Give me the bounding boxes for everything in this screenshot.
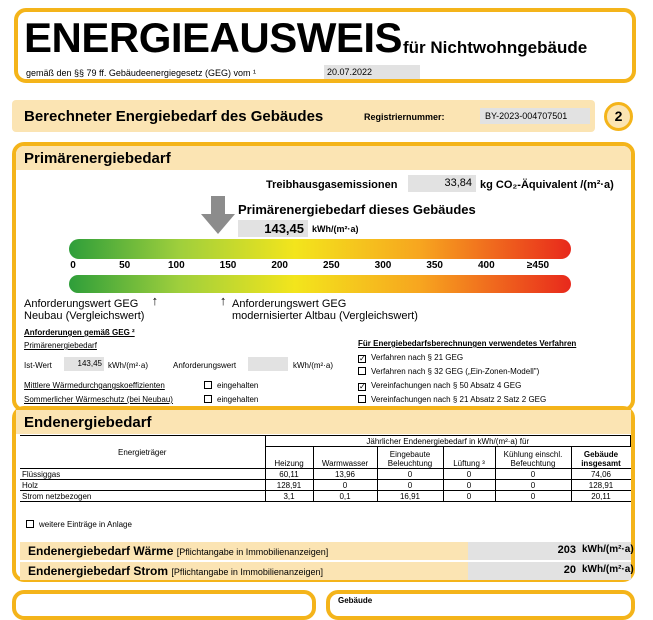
table-cell: 128,91 [265, 480, 313, 491]
table-cell: 0 [495, 469, 571, 480]
anf-unit: kWh/(m²·a) [293, 361, 333, 370]
summer-checkbox-row[interactable] [204, 395, 258, 404]
more-entries-label: weitere Einträge in Anlage [39, 520, 132, 529]
ist-value-field: 143,45 [64, 357, 104, 371]
primary-energy-frame [12, 142, 635, 412]
demand-label: Primärenergiebedarf dieses Gebäudes [238, 202, 476, 217]
column-header: Lüftung ³ [443, 447, 495, 469]
registration-label: Registriernummer: [364, 112, 445, 122]
page-number-badge: 2 [604, 102, 633, 131]
power-label: Endenergiebedarf Strom [28, 564, 169, 578]
tick-label: 50 [119, 260, 131, 271]
law-text: gemäß den §§ 79 ff. Gebäudeenergiegesetz (GEG) vom ¹ [26, 68, 256, 78]
heat-note: [Pflichtangabe in Immobilienanzeigen] [176, 547, 329, 557]
ist-label: Ist-Wert [24, 361, 52, 370]
summer-checkbox[interactable] [204, 395, 212, 403]
carrier-name: Holz [20, 480, 265, 491]
method-label: Vereinfachungen nach § 21 Absatz 2 Satz 2 GEG [371, 395, 547, 404]
scale-ticks [16, 260, 631, 274]
bottom-left-frame [12, 590, 316, 620]
method-checkbox[interactable]: ✓ [359, 382, 366, 391]
power-note: [Pflichtangabe in Immobilienanzeigen] [171, 567, 323, 577]
method-checkbox[interactable]: ✓ [359, 354, 366, 363]
end-energy-table [20, 435, 631, 502]
table-cell: 0 [443, 480, 495, 491]
table-cell: 16,91 [377, 491, 443, 502]
req-old-label-2: modernisierter Altbau (Vergleichswert) [232, 310, 418, 322]
end-title: Endenergiebedarf [24, 414, 152, 431]
tick-label: 0 [70, 260, 76, 271]
carrier-name: Flüssiggas [20, 469, 265, 480]
demand-value-field: 143,45 [238, 220, 308, 237]
ghg-value-field: 33,84 [408, 175, 476, 192]
end-energy-frame [12, 406, 635, 582]
table-cell: 0 [443, 491, 495, 502]
table-cell: 0 [377, 469, 443, 480]
req-new-arrow-icon: ↑ [151, 293, 159, 308]
table-cell: 60,11 [265, 469, 313, 480]
more-entries-checkbox[interactable] [26, 520, 34, 528]
method-item[interactable] [358, 367, 539, 376]
requirements-title: Anforderungen gemäß GEG ² [24, 328, 135, 337]
method-checkbox[interactable] [358, 367, 366, 375]
tick-label: 100 [167, 260, 185, 271]
table-cell: 0 [443, 469, 495, 480]
column-header: Gebäude insgesamt [571, 447, 631, 469]
group-header: Jährlicher Endenergiebedarf in kWh/(m²·a) für [265, 436, 631, 447]
column-header: Heizung [265, 447, 313, 469]
req-old-arrow-icon: ↑ [219, 293, 227, 308]
methods-title: Für Energiebedarfsberechnungen verwendetes Verfahren [358, 339, 577, 348]
req-new-label-2: Neubau (Vergleichswert) [24, 310, 145, 322]
tick-label: 350 [426, 260, 443, 271]
title-sub: für Nichtwohngebäude [403, 38, 588, 57]
carrier-name: Strom netzbezogen [20, 491, 265, 502]
column-header: Warmwasser [313, 447, 377, 469]
tick-label: 150 [219, 260, 237, 271]
bottom-right-frame [326, 590, 635, 620]
carrier-header: Energieträger [20, 436, 265, 469]
ist-unit: kWh/(m²·a) [108, 361, 148, 370]
column-header: Kühlung einschl. Befeuchtung [495, 447, 571, 469]
scale-bar-bottom [69, 275, 571, 293]
u-state-label: eingehalten [217, 381, 259, 390]
method-item[interactable] [358, 395, 546, 404]
u-value-checkbox[interactable] [204, 381, 212, 389]
power-unit: kWh/(m²·a) [582, 564, 634, 575]
method-item[interactable] [358, 353, 463, 363]
method-label: Verfahren nach § 21 GEG [371, 353, 464, 362]
table-cell: 128,91 [571, 480, 631, 491]
ghg-unit: kg CO₂-Äquivalent /(m²·a) [480, 179, 614, 191]
registration-number-field: BY-2023-004707501 [480, 108, 590, 124]
method-item[interactable] [358, 381, 521, 391]
method-checkbox[interactable] [358, 395, 366, 403]
tick-label: 400 [477, 260, 495, 271]
table-row [20, 491, 631, 502]
table-cell: 0 [495, 480, 571, 491]
demand-arrow-icon [201, 196, 235, 234]
more-entries-row[interactable] [26, 520, 132, 529]
table-cell: 13,96 [313, 469, 377, 480]
primary-title: Primärenergiebedarf [24, 150, 171, 167]
law-date-field: 20.07.2022 [324, 65, 420, 79]
req-old-label-1: Anforderungswert GEG [232, 298, 347, 310]
power-value: 20 [563, 564, 576, 576]
anf-label: Anforderungswert [173, 361, 237, 370]
heat-label: Endenergiebedarf Wärme [28, 544, 174, 558]
table-cell: 0 [377, 480, 443, 491]
u-value-checkbox-row[interactable] [204, 381, 258, 390]
method-label: Verfahren nach § 32 GEG („Ein-Zonen-Modell") [371, 367, 540, 376]
table-row [20, 469, 631, 480]
heat-value: 203 [557, 544, 576, 556]
title-main: ENERGIEAUSWEIS [24, 14, 403, 61]
anf-value-field [248, 357, 288, 371]
heat-demand-text [28, 544, 328, 558]
tick-label: 200 [271, 260, 288, 271]
header-frame [14, 8, 636, 83]
ghg-label: Treibhausgasemissionen [266, 179, 398, 191]
table-cell: 20,11 [571, 491, 631, 502]
power-demand-text [28, 564, 323, 578]
demand-unit: kWh/(m²·a) [312, 224, 359, 234]
tick-label: 300 [374, 260, 392, 271]
table-cell: 0 [313, 480, 377, 491]
method-label: Vereinfachungen nach § 50 Absatz 4 GEG [371, 381, 522, 390]
table-cell: 0 [495, 491, 571, 502]
bottom-right-title: Gebäude [338, 596, 373, 605]
column-header: Eingebaute Beleuchtung [377, 447, 443, 469]
section-bar [12, 100, 595, 132]
table-cell: 74,06 [571, 469, 631, 480]
tick-label: 250 [322, 260, 340, 271]
table-cell: 0,1 [313, 491, 377, 502]
table-row [20, 480, 631, 491]
summer-state-label: eingehalten [217, 395, 259, 404]
table-cell: 3,1 [265, 491, 313, 502]
req-new-label-1: Anforderungswert GEG [24, 298, 139, 310]
requirements-sub: Primärenergiebedarf [24, 341, 97, 350]
tick-label: ≥450 [526, 260, 550, 271]
u-value-label: Mittlere Wärmedurchgangskoeffizienten [24, 381, 165, 390]
heat-unit: kWh/(m²·a) [582, 544, 634, 555]
summer-label: Sommerlicher Wärmeschutz (bei Neubau) [24, 395, 173, 404]
section-title: Berechneter Energiebedarf des Gebäudes [24, 108, 324, 125]
scale-bar-top [69, 239, 571, 259]
